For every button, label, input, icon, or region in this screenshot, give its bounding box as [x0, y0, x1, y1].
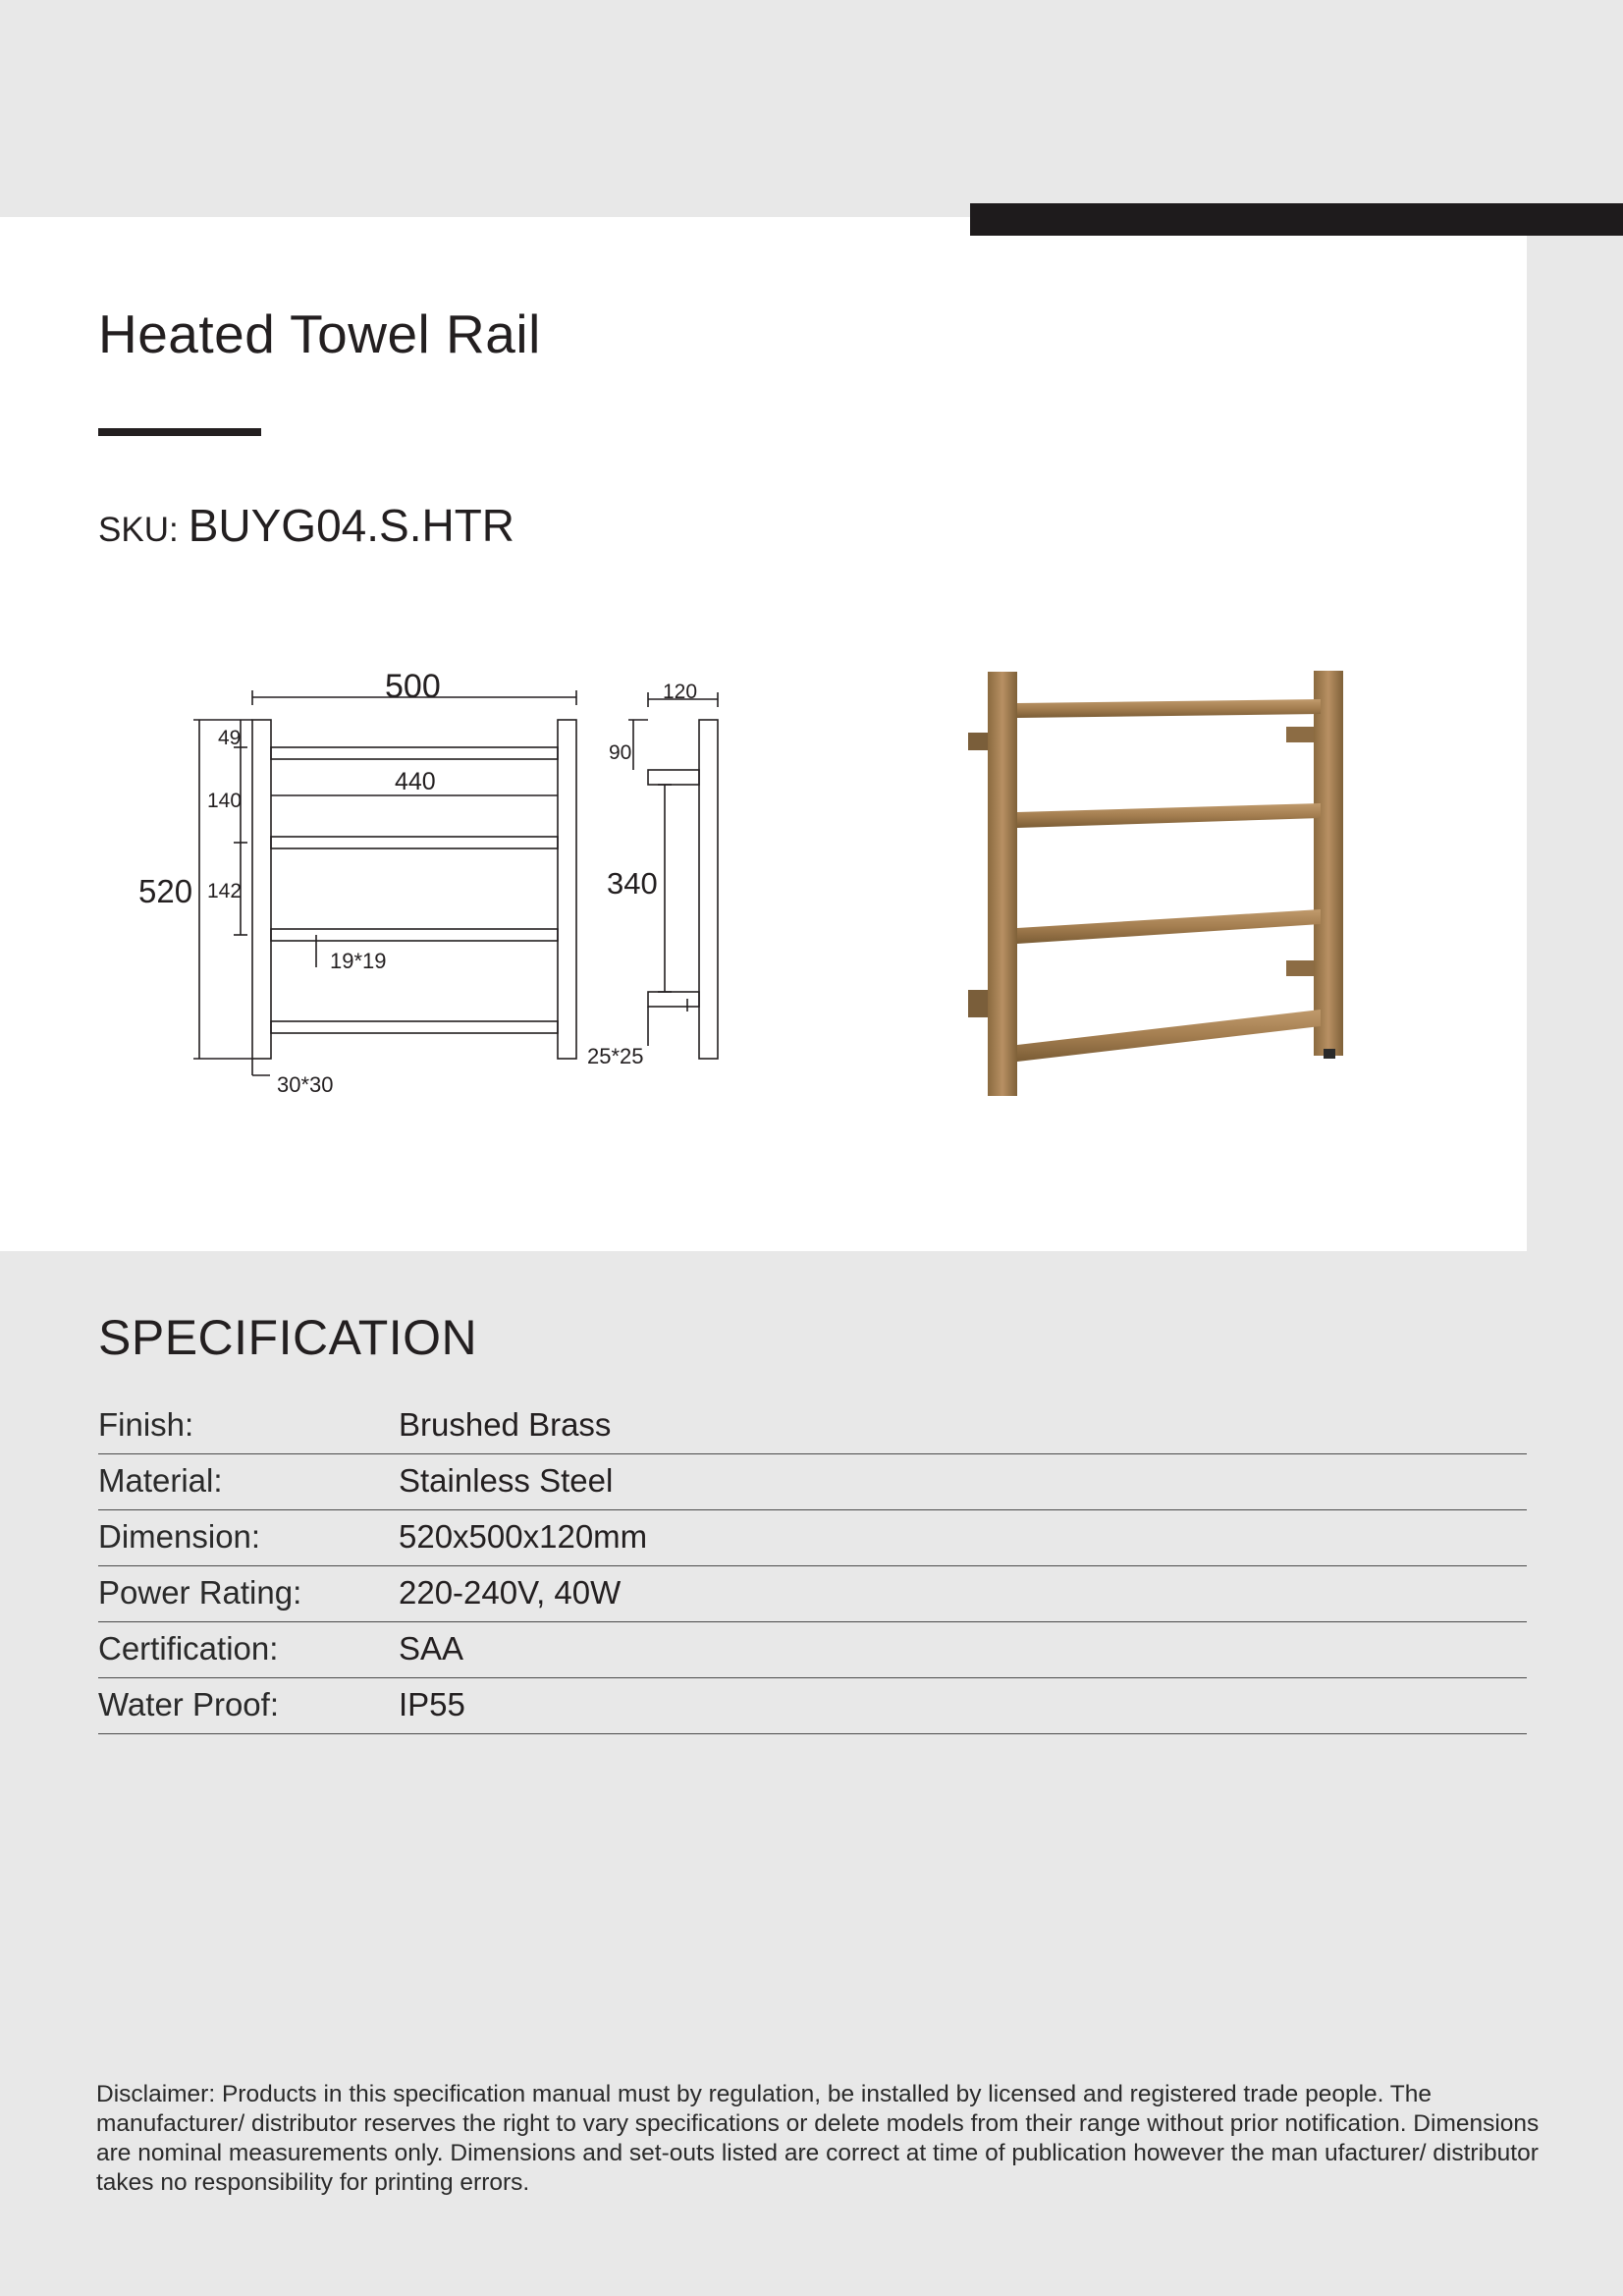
side-post [699, 720, 718, 1059]
spec-label: Power Rating: [98, 1574, 302, 1611]
dimension-drawing [128, 658, 746, 1110]
spec-label: Dimension: [98, 1518, 261, 1555]
bar-1 [271, 747, 558, 759]
spec-row [98, 1510, 1527, 1566]
dim-spacing-2: 142 [207, 880, 243, 902]
disclaimer-text: Disclaimer: Products in this specification manual must by regulation, be installed by licensed and registered trade people. The manufacturer/ distributor reserves the right to vary specifications or delete models from their range without prior notification. Dimensions are nominal measurements only. Dimensions and set-outs listed are correct at time of publication however the man ufacturer/ distributor takes no responsibility for printing errors. [96, 2081, 1540, 2196]
spec-row [98, 1398, 1527, 1454]
sku-label: SKU: [98, 511, 179, 549]
dim-bracket-size: 25*25 [587, 1044, 644, 1068]
dim-top-gap: 49 [218, 727, 242, 749]
dim-spacing-1: 140 [207, 790, 243, 812]
bottom-bracket [648, 992, 699, 1007]
dim-post-size: 30*30 [277, 1072, 334, 1097]
bar-2 [271, 837, 558, 848]
dim-bracket-offset: 90 [609, 741, 632, 764]
dim-bracket-span: 340 [607, 866, 658, 901]
spec-label: Finish: [98, 1406, 194, 1443]
spec-value: 220-240V, 40W [399, 1574, 622, 1611]
spec-row [98, 1454, 1527, 1510]
specification-table [98, 1398, 1527, 1734]
spec-value: 520x500x120mm [399, 1518, 648, 1555]
dim-depth: 120 [663, 681, 698, 703]
spec-value: SAA [399, 1630, 464, 1667]
spec-label: Water Proof: [98, 1686, 279, 1722]
sku-line [98, 499, 514, 552]
dim-height: 520 [138, 873, 193, 909]
top-bracket [648, 770, 699, 785]
page-title: Heated Towel Rail [98, 303, 541, 364]
bar-4 [271, 1021, 558, 1033]
title-underline [98, 428, 261, 436]
spec-row [98, 1566, 1527, 1622]
dim-inner-width: 440 [395, 768, 436, 795]
sku-value: BUYG04.S.HTR [188, 500, 515, 551]
bar-3 [271, 929, 558, 941]
spec-value: Brushed Brass [399, 1406, 612, 1443]
spec-value: IP55 [399, 1686, 465, 1722]
dim-width: 500 [385, 668, 441, 705]
dim-bar-size: 19*19 [330, 949, 387, 973]
spec-label: Material: [98, 1462, 223, 1499]
right-post [558, 720, 576, 1059]
spec-row [98, 1678, 1527, 1734]
header-accent-bar [970, 203, 1623, 236]
spec-row [98, 1622, 1527, 1678]
product-image [957, 660, 1360, 1114]
spec-label: Certification: [98, 1630, 279, 1667]
left-post [252, 720, 271, 1059]
spec-value: Stainless Steel [399, 1462, 614, 1499]
specification-heading: SPECIFICATION [98, 1310, 478, 1365]
